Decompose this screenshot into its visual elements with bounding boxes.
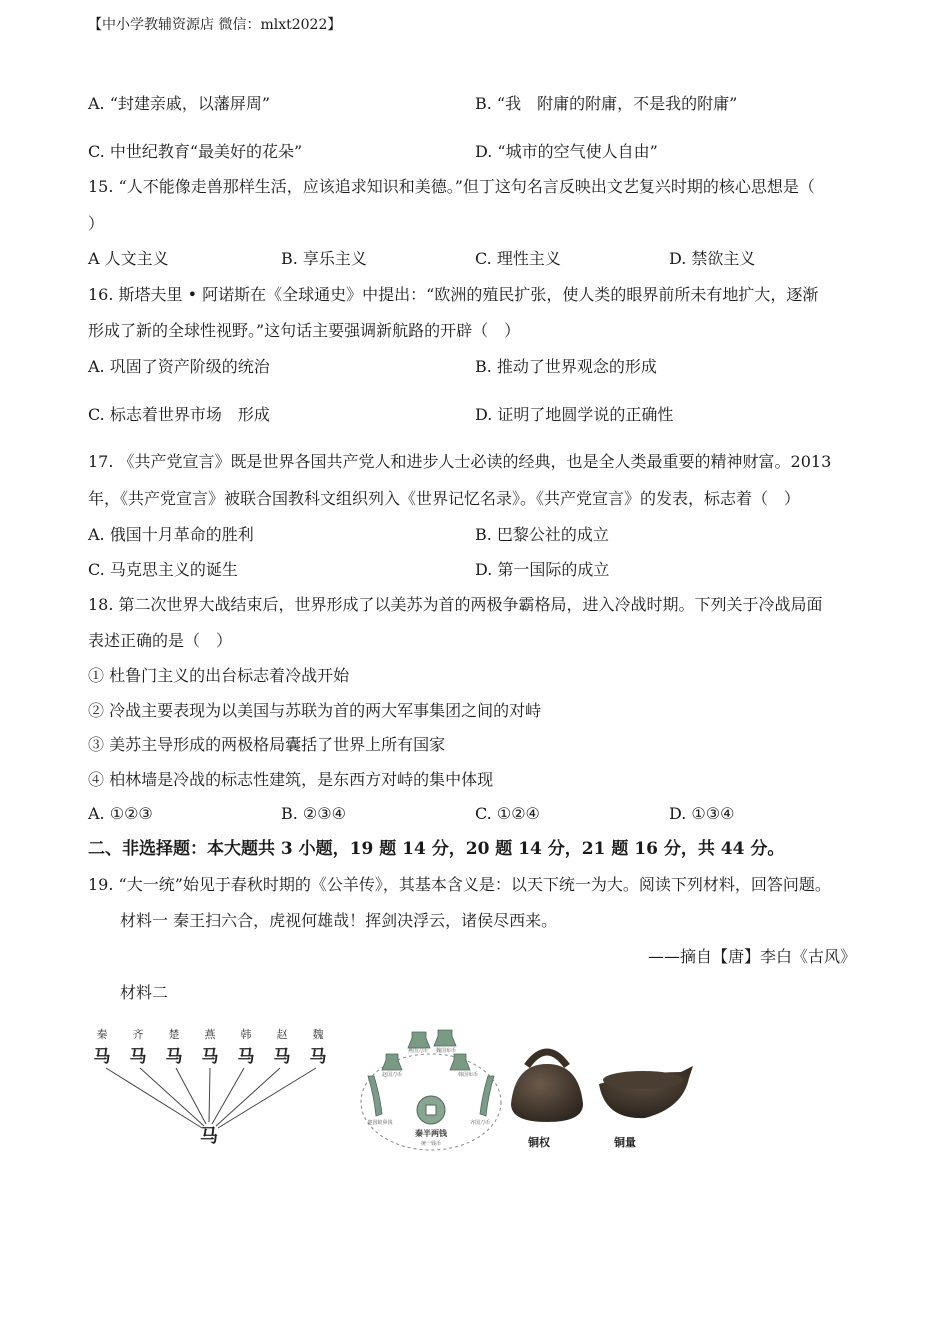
q14-option-d: D. “城市的空气使人自由” — [475, 142, 658, 161]
state-label-chu: 楚 — [168, 1028, 180, 1041]
script-glyph-wei: 马 — [309, 1047, 327, 1067]
coin-label-han: 韩国布币 — [457, 1072, 479, 1078]
currency-unification-figure — [356, 1024, 506, 1154]
q15-option-a: A 人文主义 — [88, 249, 169, 268]
bronze-measure-image — [599, 1066, 693, 1118]
banliang-coin-sublabel: 统一钱币 — [420, 1141, 442, 1147]
script-glyph-han: 马 — [237, 1047, 255, 1067]
q16-option-b: B. 推动了世界观念的形成 — [475, 357, 657, 376]
header-watermark: 【中小学教辅资源店 微信：mlxt2022】 — [88, 17, 342, 33]
state-label-zhao: 赵 — [276, 1028, 288, 1041]
q17-option-c: C. 马克思主义的诞生 — [88, 560, 238, 579]
coin-label-wei: 魏国布币 — [435, 1048, 457, 1054]
q15-option-d: D. 禁欲主义 — [669, 249, 756, 268]
q19-material1: 材料一 秦王扫六合，虎视何雄哉！挥剑决浮云，诸侯尽西来。 — [120, 911, 558, 930]
q16-option-d: D. 证明了地圆学说的正确性 — [475, 405, 674, 424]
section2-heading: 二、非选择题：本大题共 3 小题，19 题 14 分，20 题 14 分，21 题 16 分，共 44 分。 — [88, 839, 785, 859]
q17-stem-line1: 17. 《共产党宣言》既是世界各国共产党人和进步人士必读的经典，也是全人类最重要的精神财富。2013 — [88, 452, 832, 471]
q15-stem-line2: ） — [88, 214, 105, 233]
coin-label-chu: 楚国蚁鼻钱 — [367, 1120, 393, 1126]
script-glyph-zhao: 马 — [273, 1047, 291, 1067]
q18-statement-1: ① 杜鲁门主义的出台标志着冷战开始 — [88, 666, 350, 685]
q18-statement-2: ② 冷战主要表现为以美国与苏联为首的两大军事集团之间的对峙 — [88, 701, 542, 720]
coin-label-qi: 齐国刀币 — [469, 1120, 491, 1126]
q18-option-c: C. ①②④ — [475, 804, 540, 823]
q16-stem-line2: 形成了新的全球性视野。”这句话主要强调新航路的开辟（ ） — [88, 321, 521, 340]
script-unification-figure — [86, 1022, 336, 1147]
state-label-qi: 齐 — [132, 1028, 144, 1041]
q19-intro: 19. “大一统”始见于春秋时期的《公羊传》，其基本含义是：以天下统一为大。阅读下列材料，回答问题。 — [88, 875, 831, 894]
q18-option-b: B. ②③④ — [281, 804, 346, 823]
state-label-yan: 燕 — [204, 1028, 216, 1041]
state-label-wei: 魏 — [312, 1028, 324, 1041]
q17-stem-line2: 年，《共产党宣言》被联合国教科文组织列入《世界记忆名录》。《共产党宣言》的发表，标志着（ ） — [88, 489, 801, 508]
script-glyph-yan: 马 — [201, 1047, 219, 1067]
q16-stem-line1: 16. 斯塔夫里 • 阿诺斯在《全球通史》中提出：“欧洲的殖民扩张，使人类的眼界前所未有地扩大，逐渐 — [88, 285, 819, 304]
q17-option-a: A. 俄国十月革命的胜利 — [88, 525, 254, 544]
coin-label-zhao: 赵国刀币 — [381, 1072, 403, 1078]
banliang-coin-label: 秦半两钱 — [415, 1129, 447, 1138]
q15-option-c: C. 理性主义 — [475, 249, 561, 268]
script-glyph-qi: 马 — [129, 1047, 147, 1067]
q19-material1-source: ——摘自【唐】李白《古风》 — [648, 947, 857, 966]
q14-option-c: C. 中世纪教育“最美好的花朵” — [88, 142, 303, 161]
bronze-weight-label: 铜权 — [528, 1136, 550, 1149]
bronze-weight-image — [511, 1052, 583, 1122]
script-glyph-qin: 马 — [93, 1047, 111, 1067]
weights-measures-figure — [505, 1044, 700, 1154]
q18-stem-line2: 表述正确的是（ ） — [88, 631, 233, 650]
q16-option-c: C. 标志着世界市场 形成 — [88, 405, 270, 424]
q18-statement-4: ④ 柏林墙是冷战的标志性建筑，是东西方对峙的集中体现 — [88, 770, 494, 789]
q16-option-a: A. 巩固了资产阶级的统治 — [88, 357, 270, 376]
coin-label-yan: 燕国刀币 — [407, 1048, 429, 1054]
q15-stem-line1: 15. “人不能像走兽那样生活，应该追求知识和美德。”但丁这句名言反映出文艺复兴时期的核心思想是（ — [88, 177, 815, 196]
state-label-qin: 秦 — [96, 1028, 108, 1041]
q19-material2-label: 材料二 — [120, 983, 169, 1002]
q18-statement-3: ③ 美苏主导形成的两极格局囊括了世界上所有国家 — [88, 735, 446, 754]
q14-option-a: A. “封建亲戚，以藩屏周” — [88, 94, 271, 113]
q18-option-d: D. ①③④ — [669, 804, 735, 823]
q17-option-b: B. 巴黎公社的成立 — [475, 525, 609, 544]
state-label-han: 韩 — [240, 1028, 252, 1041]
script-glyph-chu: 马 — [165, 1047, 183, 1067]
q17-option-d: D. 第一国际的成立 — [475, 560, 610, 579]
q18-stem-line1: 18. 第二次世界大战结束后，世界形成了以美苏为首的两极争霸格局，进入冷战时期。下列关于冷战局面 — [88, 595, 823, 614]
q15-option-b: B. 享乐主义 — [281, 249, 367, 268]
q18-option-a: A. ①②③ — [88, 804, 153, 823]
unified-script-glyph: 马 — [200, 1126, 218, 1147]
q14-option-b: B. “我 附庸的附庸，不是我的附庸” — [475, 94, 738, 113]
bronze-measure-label: 铜量 — [614, 1136, 636, 1149]
